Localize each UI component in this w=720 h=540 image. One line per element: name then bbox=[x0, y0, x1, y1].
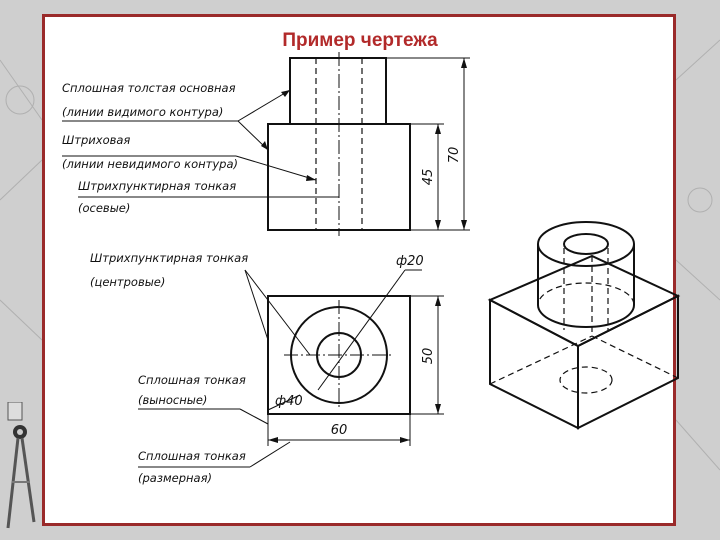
label-thin-solid-sub: (выносные) bbox=[138, 393, 208, 407]
top-view bbox=[268, 254, 444, 446]
label-dashdot-center-sub: (центровые) bbox=[90, 275, 166, 289]
label-dashed: Штриховая bbox=[62, 133, 131, 147]
dim-50: 50 bbox=[421, 347, 436, 365]
front-view bbox=[268, 52, 470, 236]
label-thick-main-sub: (линии видимого контура) bbox=[62, 105, 224, 119]
iso-hidden-hole bbox=[560, 367, 612, 393]
label-thin-solid-dim: Сплошная тонкая bbox=[138, 449, 246, 463]
dim-70: 70 bbox=[447, 146, 462, 164]
slide-title: Пример чертежа bbox=[282, 30, 438, 51]
isometric-view bbox=[490, 222, 678, 428]
label-dashed-sub: (линии невидимого контура) bbox=[62, 157, 238, 171]
iso-top-face bbox=[490, 256, 678, 346]
dim-diam-40: ф40 bbox=[275, 394, 303, 409]
dim-45: 45 bbox=[421, 168, 436, 186]
iso-cylinder-hole bbox=[564, 234, 608, 254]
label-dashdot-sub: (осевые) bbox=[78, 201, 131, 215]
drafting-compass-icon bbox=[2, 402, 38, 532]
dim-60: 60 bbox=[330, 423, 348, 438]
line-type-labels bbox=[62, 81, 339, 485]
front-view-top-part bbox=[290, 58, 386, 124]
label-thin-solid: Сплошная тонкая bbox=[138, 373, 246, 387]
label-thin-solid-dim-sub: (размерная) bbox=[138, 471, 212, 485]
dim-diam-20: ф20 bbox=[396, 254, 424, 269]
label-thick-main: Сплошная толстая основная bbox=[62, 81, 236, 95]
label-dashdot-center: Штрихпунктирная тонкая bbox=[90, 251, 249, 265]
label-dashdot: Штрихпунктирная тонкая bbox=[78, 179, 237, 193]
iso-front-face bbox=[490, 300, 578, 428]
